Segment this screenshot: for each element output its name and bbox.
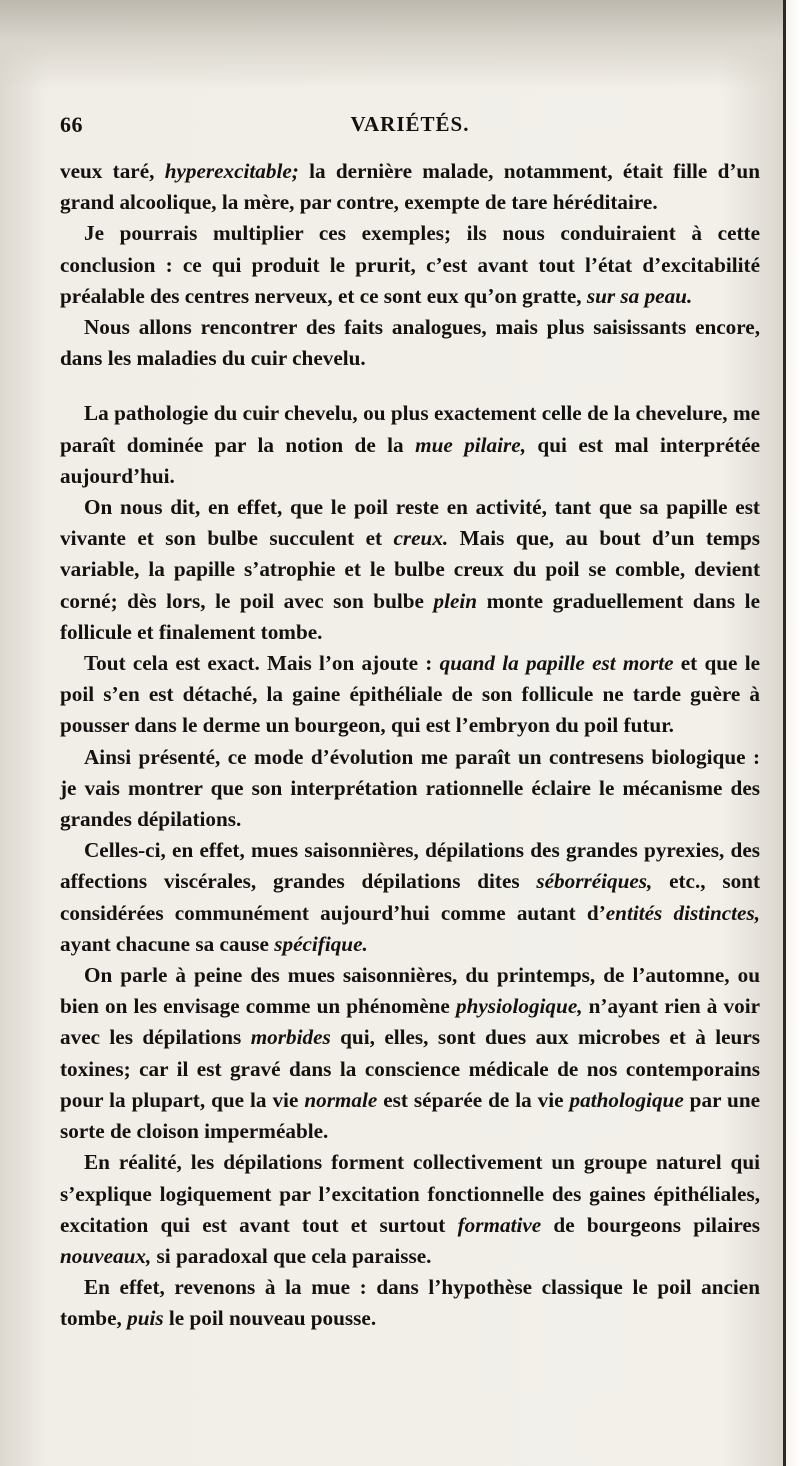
running-head: VARIÉTÉS. xyxy=(350,112,470,136)
italic-text: spécifique. xyxy=(274,931,368,956)
text-run: En effet, revenons à la mue : dans l’hypothèse classique le poil ancien tombe, xyxy=(60,1275,760,1331)
page-edge-line xyxy=(783,0,786,1466)
italic-text: plein xyxy=(433,588,478,613)
italic-text: mue pilaire, xyxy=(415,432,526,457)
paragraph xyxy=(60,492,760,648)
text-run: On parle à peine des mues saisonnières, du printemps, de l’automne, ou bien on les envisage comme un phénomène xyxy=(60,963,760,1019)
italic-text: morbides xyxy=(250,1025,331,1050)
italic-text: séborréiques, xyxy=(536,869,653,894)
italic-text: sur sa peau. xyxy=(586,283,693,308)
text-run: Mais que, au bout d’un temps variable, la papille s’atrophie et le bulbe creux du poil se comble, devient corné; dès lors, le poil avec son bulbe xyxy=(60,526,760,613)
paragraph xyxy=(60,312,760,374)
italic-text: formative xyxy=(457,1212,542,1237)
paragraph xyxy=(60,960,760,1147)
text-run: de bourgeons pilaires xyxy=(541,1212,760,1237)
text-run: Je pourrais multiplier ces exemples; ils nous conduiraient à cette conclusion : ce qui produit le prurit, c’est avant tout l’état d’excitabilité préalable des centres nerveux, et ce sont eux qu’on gratte, xyxy=(60,221,760,308)
text-run: ayant chacune sa cause xyxy=(60,931,275,956)
text-run: le poil nouveau pousse. xyxy=(163,1306,377,1331)
text-run: Celles-ci, en effet, mues saisonnières, dépilations des grandes pyrexies, des affections viscérales, grandes dépilations dites xyxy=(60,838,760,894)
text-run: n’ayant rien à voir avec les dépilations xyxy=(60,994,760,1050)
text-run: monte graduellement dans le follicule et finalement tombe. xyxy=(60,588,760,644)
text-run: qui est mal interprétée aujourd’hui. xyxy=(60,432,761,488)
text-run: On nous dit, en effet, que le poil reste en activité, tant que sa papille est vivante et son bulbe succulent et xyxy=(60,495,760,551)
body-text xyxy=(60,156,760,1335)
text-run: est séparée de la vie xyxy=(377,1087,570,1112)
text-run: Tout cela est exact. Mais l’on ajoute : xyxy=(84,651,440,676)
page-number: 66 xyxy=(60,112,83,137)
page-header xyxy=(60,112,760,142)
page-right-margin xyxy=(786,0,800,1466)
paragraph xyxy=(60,156,760,218)
paragraph xyxy=(60,218,760,312)
page-top-shadow xyxy=(0,0,800,90)
text-run: Ainsi présenté, ce mode d’évolution me paraît un contresens biologique : je vais montrer que son interprétation rationnelle éclaire le mécanisme des grandes dépilations. xyxy=(60,744,760,832)
italic-text: nouveaux, xyxy=(60,1243,152,1268)
text-run: La pathologie du cuir chevelu, ou plus exactement celle de la chevelure, me paraît dominée par la notion de la xyxy=(60,401,760,457)
text-run: la dernière malade, notamment, était fille d’un grand alcoolique, la mère, par contre, exempte de tare héréditaire. xyxy=(60,159,760,215)
text-run: En réalité, les dépilations forment collectivement un groupe naturel qui s’explique logiquement par l’excitation fonctionnelle des gaines épithéliales, excitation qui est avant tout et surtout xyxy=(60,1150,760,1237)
paragraph xyxy=(60,1272,760,1334)
italic-text: pathologique xyxy=(569,1087,684,1112)
italic-text: creux. xyxy=(393,526,449,551)
paragraph xyxy=(60,398,760,492)
italic-text: physiologique, xyxy=(455,994,583,1019)
paragraph xyxy=(60,742,760,836)
text-run: qui, elles, sont dues aux microbes et à leurs toxines; car il est gravé dans la conscience médicale de nos contemporains pour la plupart, que la vie xyxy=(60,1025,760,1112)
text-run: Nous allons rencontrer des faits analogues, mais plus saisissants encore, dans les maladies du cuir chevelu. xyxy=(60,315,760,371)
paragraph xyxy=(60,648,760,742)
text-run: et que le poil s’en est détaché, la gaine épithéliale de son follicule ne tarde guère à pousser dans le derme un bourgeon, qui est l’embryon du poil futur. xyxy=(60,651,760,738)
text-run: par une sorte de cloison imperméable. xyxy=(60,1087,761,1144)
text-run: si paradoxal que cela paraisse. xyxy=(151,1243,432,1268)
text-run: veux taré, xyxy=(60,159,165,183)
text-run: etc., sont considérées communément aujourd’hui comme autant d’ xyxy=(60,869,760,925)
paragraph xyxy=(60,1147,760,1272)
italic-text: puis xyxy=(127,1306,164,1331)
paragraph xyxy=(60,835,760,960)
italic-text: hyperexcitable; xyxy=(164,159,299,183)
italic-text: entités distinctes, xyxy=(605,900,760,925)
italic-text: quand la papille est morte xyxy=(439,651,674,676)
italic-text: normale xyxy=(304,1087,378,1112)
